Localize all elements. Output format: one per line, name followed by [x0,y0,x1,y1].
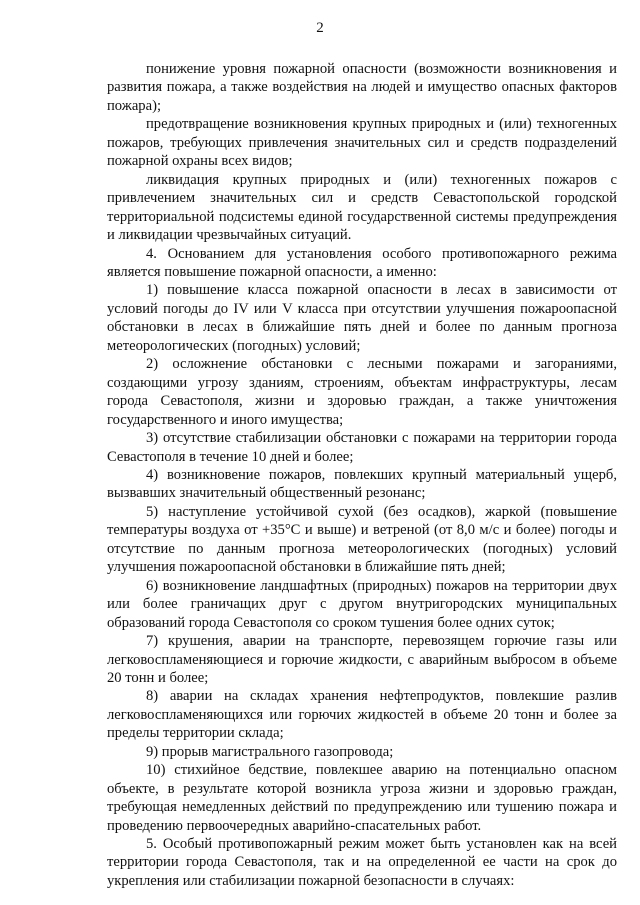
list-item-5: 5) наступление устойчивой сухой (без осадков), жаркой (повышение температуры воздуха от +35°C и выше) и ветреной (от 8,0 м/с и более) погоды и отсутствие по данным прогноза метеорологических (погодных) условий улучшения пожароопасной обстановки в ближайшие пять дней; [107,503,617,576]
list-item-7: 7) крушения, аварии на транспорте, перевозящем горючие газы или легковоспламеняющиеся и горючие жидкости, с аварийным выбросом в объеме 20 тонн и более; [107,633,617,686]
list-item-8: 8) аварии на складах хранения нефтепродуктов, повлекшие разлив легковоспламеняющихся или горючих жидкостей в объеме 20 тонн и более за пределы территории склада; [107,688,617,742]
paragraph-fire-danger-reduction: понижение уровня пожарной опасности (возможности возникновения и развития пожара, а также воздействия на людей и имущество опасных факторов пожара); [107,61,617,114]
list-item-2: 2) осложнение обстановки с лесными пожарами и загораниями, создающими угрозу зданиям, строениям, объектам инфраструктуры, лесам города Севастополя, жизни и здоровью граждан, а также уничтожения государственного и иного имущества; [107,356,617,428]
paragraph-liquidation: ликвидация крупных природных и (или) техногенных пожаров с привлечением значительных сил и средств Севастопольской городской территориальной подсистемы единой государственной системы предупреждения и ликвидации чрезвычайных ситуаций. [107,171,617,244]
list-item-3: 3) отсутствие стабилизации обстановки с пожарами на территории города Севастополя в течение 10 дней и более; [107,430,617,465]
list-item-9: 9) прорыв магистрального газопровода; [146,743,394,760]
paragraph-prevention: предотвращение возникновения крупных природных и (или) техногенных пожаров, требующих привлечения значительных сил и средств подразделений пожарной охраны всех видов; [107,116,617,170]
list-item-1: 1) повышение класса пожарной опасности в лесах в зависимости от условий погоды до IV или V класса при отсутствии улучшения пожароопасной обстановки в лесах в ближайшие пять дней и более по данным прогноза метеорологических (погодных) условий; [107,282,617,354]
list-item-6: 6) возникновение ландшафтных (природных) пожаров на территории двух или более граничащих друг с другом внутригородских муниципальных образований города Севастополя со сроком тушения более одних суток; [107,577,617,631]
paragraph-section-4: 4. Основанием для установления особого противопожарного режима является повышение пожарной опасности, а именно: [107,245,617,280]
page-number: 2 [316,20,324,36]
list-item-4: 4) возникновение пожаров, повлекших крупный материальный ущерб, вызвавших значительный общественный резонанс; [107,466,617,502]
list-item-10: 10) стихийное бедствие, повлекшее аварию на потенциально опасном объекте, в результате которой возникла угроза жизни и здоровью граждан, требующая немедленных действий по предупреждению или тушению пожара и проведению первоочередных аварийно-спасательных работ. [107,762,617,834]
paragraph-section-5: 5. Особый противопожарный режим может быть установлен как на всей территории города Севастополя, так и на определенной ее части на срок до укрепления или стабилизации пожарной безопасности в случаях: [107,836,617,889]
document-body [107,60,617,890]
